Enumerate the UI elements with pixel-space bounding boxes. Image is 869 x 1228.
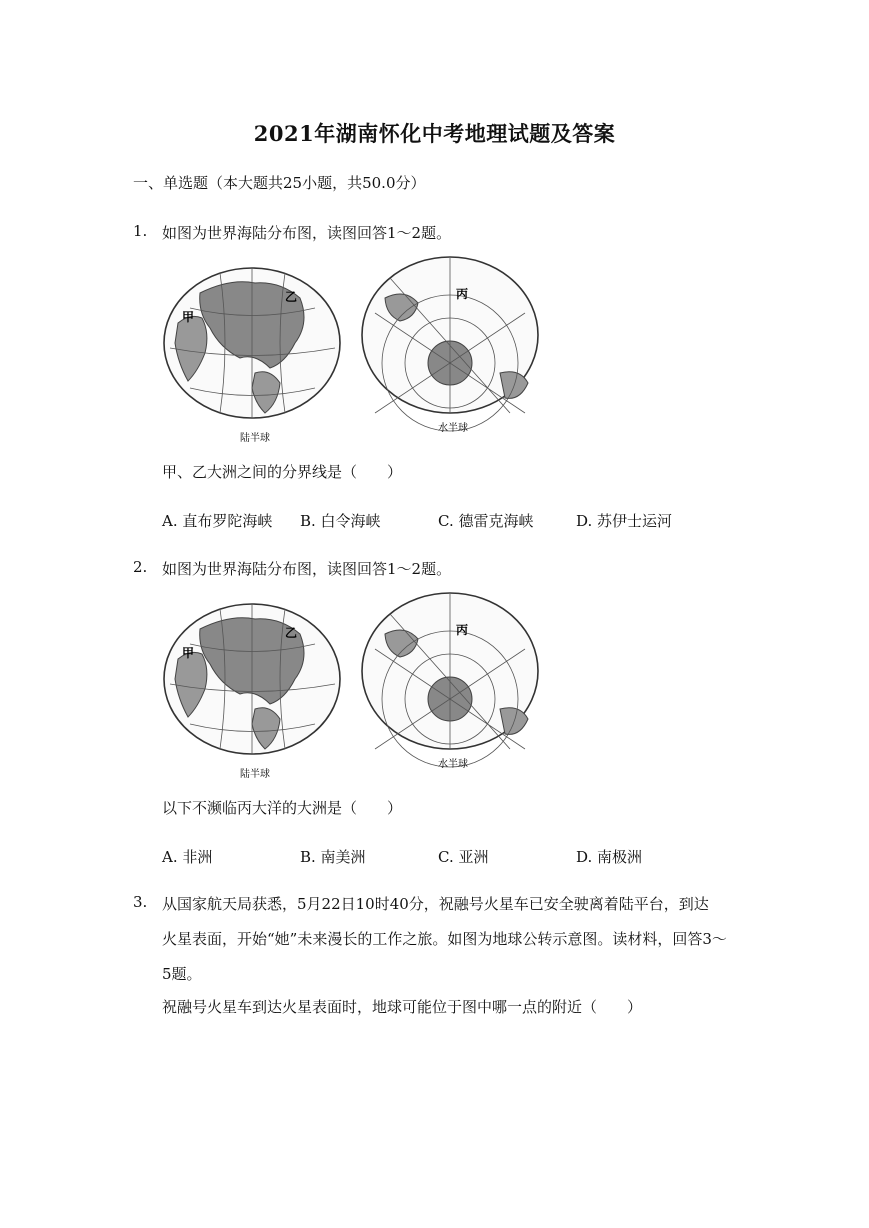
water-hemisphere-globe xyxy=(362,593,538,770)
world-map-figure xyxy=(160,253,550,448)
question-stem-line-2: 火星表面，开始“她”未来漫长的工作之旅。如图为地球公转示意图。读材料，回答3～ xyxy=(162,930,727,948)
question-stem-line-1: 从国家航天局获悉，5月22日10时40分，祝融号火星车已安全驶离着陆平台，到达 xyxy=(162,895,709,913)
question-text: 甲、乙大洲之间的分界线是（ ） xyxy=(162,463,403,481)
page-title: 2021年湖南怀化中考地理试题及答案 xyxy=(253,121,616,146)
question-number: 3. xyxy=(133,893,148,911)
hemisphere-maps-svg xyxy=(160,589,550,784)
world-map-figure xyxy=(160,589,550,784)
option-a[interactable]: A. 非洲 xyxy=(162,848,213,866)
land-hemisphere-globe xyxy=(164,604,340,780)
question-text: 以下不濒临丙大洋的大洲是（ ） xyxy=(162,799,403,817)
label-land-hemisphere: 陆半球 xyxy=(240,433,270,444)
label-yi: 乙 xyxy=(285,626,298,640)
question-number: 2. xyxy=(133,558,148,576)
label-yi: 乙 xyxy=(285,290,298,304)
land-hemisphere-globe xyxy=(164,268,340,444)
label-jia: 甲 xyxy=(182,310,195,324)
option-c[interactable]: C. 德雷克海峡 xyxy=(438,512,534,530)
option-c[interactable]: C. 亚洲 xyxy=(438,848,489,866)
water-hemisphere-globe xyxy=(362,257,538,434)
label-bing: 丙 xyxy=(456,287,469,301)
label-bing: 丙 xyxy=(456,623,469,637)
question-number: 1. xyxy=(133,222,148,240)
label-water-hemisphere: 水半球 xyxy=(438,423,468,434)
option-b[interactable]: B. 南美洲 xyxy=(300,848,366,866)
label-water-hemisphere: 水半球 xyxy=(438,759,468,770)
label-jia: 甲 xyxy=(182,646,195,660)
section-heading: 一、单选题（本大题共25小题，共50.0分） xyxy=(133,174,426,192)
question-text: 祝融号火星车到达火星表面时，地球可能位于图中哪一点的附近（ ） xyxy=(162,998,643,1016)
option-a[interactable]: A. 直布罗陀海峡 xyxy=(162,512,273,530)
option-d[interactable]: D. 苏伊士运河 xyxy=(576,512,673,530)
option-d[interactable]: D. 南极洲 xyxy=(576,848,643,866)
label-land-hemisphere: 陆半球 xyxy=(240,769,270,780)
question-stem: 如图为世界海陆分布图，读图回答1～2题。 xyxy=(162,560,452,578)
question-stem: 如图为世界海陆分布图，读图回答1～2题。 xyxy=(162,224,452,242)
question-stem-line-3: 5题。 xyxy=(162,965,202,983)
option-b[interactable]: B. 白令海峡 xyxy=(300,512,381,530)
hemisphere-maps-svg xyxy=(160,253,550,448)
